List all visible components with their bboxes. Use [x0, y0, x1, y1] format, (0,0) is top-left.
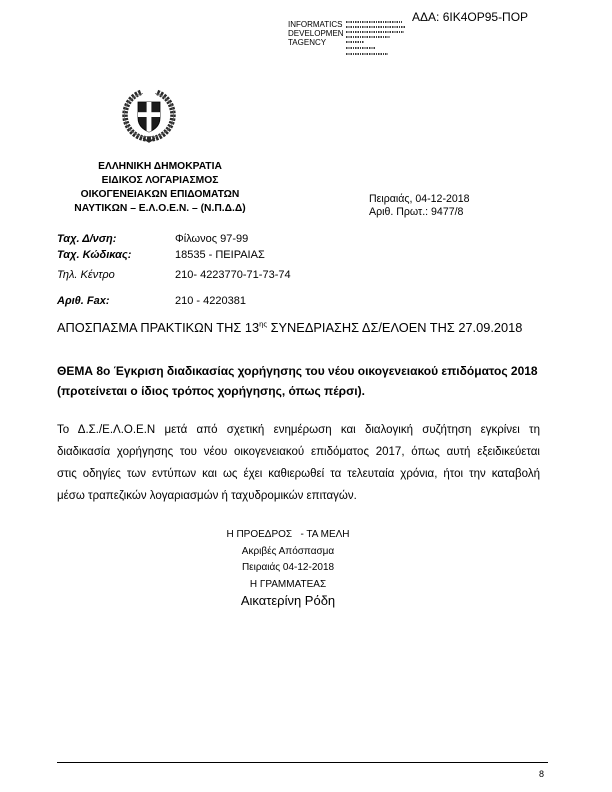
- issuer-line: ΟΙΚΟΓΕΝΕΙΑΚΩΝ ΕΠΙΔΟΜΑΤΩΝ: [80, 189, 240, 200]
- issuer-line: ΕΙΔΙΚΟΣ ΛΟΓΑΡΙΑΣΜΟΣ: [101, 175, 219, 186]
- digital-signature-stamp: [288, 20, 344, 47]
- contact-value: 210- 4223770-71-73-74: [175, 269, 291, 281]
- title-text-start: ΑΠΟΣΠΑΣΜΑ ΠΡΑΚΤΙΚΩΝ ΤΗΣ 13: [57, 320, 260, 335]
- closing-line: Η ΠΡΟΕΔΡΟΣ - ΤΑ ΜΕΛΗ: [226, 529, 350, 540]
- signature-fine-print-line: [346, 31, 404, 33]
- signature-fine-print: [346, 21, 408, 57]
- protocol-number: Αριθ. Πρωτ.: 9477/8: [369, 206, 464, 218]
- signature-fine-print-line: [346, 41, 364, 43]
- reference-block: [369, 193, 470, 219]
- paragraph-line: Το Δ.Σ./Ε.Λ.Ο.Ε.Ν μετά από σχετική ενημέρωση και διαλογική συζήτηση εγκρίνει τη: [57, 424, 540, 436]
- signature-signer-line: INFORMATICS: [288, 20, 343, 29]
- signature-fine-print-line: [346, 47, 376, 49]
- subject-line: ΘΕΜΑ 8ο Έγκριση διαδικασίας χορήγησης του νέου οικογενειακού επιδόματος 2018: [57, 364, 538, 378]
- contact-value: Φίλωνος 97-99: [175, 233, 249, 245]
- signature-fine-print-line: [346, 53, 388, 55]
- minutes-title: [57, 320, 522, 336]
- issuer-line: ΕΛΛΗΝΙΚΗ ΔΗΜΟΚΡΑΤΙΑ: [98, 161, 222, 172]
- paragraph-line: στις οδηγίες των εντύπων και ως έχει καθιερωθεί τα τελευταία χρόνια, ήτοι την καταβολή: [57, 468, 540, 480]
- signature-fine-print-line: [346, 26, 406, 28]
- footer-rule: [57, 762, 548, 763]
- contact-value: 210 - 4220381: [175, 295, 246, 307]
- subject-heading: [57, 362, 538, 401]
- contact-label: Αριθ. Fax:: [57, 295, 110, 307]
- decision-paragraph: [57, 419, 540, 507]
- signatory-name: Αικατερίνη Ρόδη: [240, 593, 336, 608]
- contact-value: 18535 - ΠΕΙΡΑΙΑΣ: [175, 249, 265, 261]
- contact-label: Ταχ. Δ/νση:: [57, 233, 117, 245]
- contact-row: [57, 293, 487, 309]
- greek-coat-of-arms-icon: [121, 87, 177, 144]
- contact-label: Τηλ. Κέντρο: [57, 269, 115, 281]
- contact-row: [57, 231, 487, 247]
- page-number: 8: [539, 769, 545, 779]
- title-superscript: ης: [259, 319, 268, 329]
- closing-line: Πειραιάς 04-12-2018: [241, 562, 335, 573]
- ada-code: ΑΔΑ: 6ΙΚ4ΟΡ95-ΠΟΡ: [412, 10, 529, 24]
- title-text-end: ΣΥΝΕΔΡΙΑΣΗΣ ΔΣ/ΕΛΟΕΝ ΤΗΣ 27.09.2018: [267, 320, 523, 335]
- signature-signer-line: TAGENCY: [288, 38, 327, 47]
- contact-label: Ταχ. Κώδικας:: [57, 249, 132, 261]
- paragraph-line: μέσω τραπεζικών λογαριασμών ή ταχυδρομικών επιταγών.: [57, 490, 357, 502]
- signature-signer-line: DEVELOPMEN: [288, 29, 344, 38]
- closing-line: Ακριβές Απόσπασμα: [241, 545, 335, 557]
- signature-fine-print-line: [346, 36, 390, 38]
- place-date: Πειραιάς, 04-12-2018: [369, 193, 470, 205]
- contact-row: [57, 247, 487, 263]
- closing-block: [188, 527, 388, 610]
- issuer-line: ΝΑΥΤΙΚΩΝ – Ε.Λ.Ο.Ε.Ν. – (Ν.Π.Δ.Δ): [74, 203, 246, 214]
- signature-fine-print-line: [346, 21, 402, 23]
- contact-row: [57, 267, 487, 283]
- closing-line: Η ΓΡΑΜΜΑΤΕΑΣ: [249, 578, 327, 590]
- paragraph-line: διαδικασία χορήγησης του νέου οικογενειακού επιδόματος 2017, όπως αυτή εξειδικεύεται: [57, 446, 540, 458]
- subject-line: (προτείνεται ο ίδιος τρόπος χορήγησης, όπως πέρσι).: [57, 383, 365, 398]
- issuer-header: [40, 160, 280, 216]
